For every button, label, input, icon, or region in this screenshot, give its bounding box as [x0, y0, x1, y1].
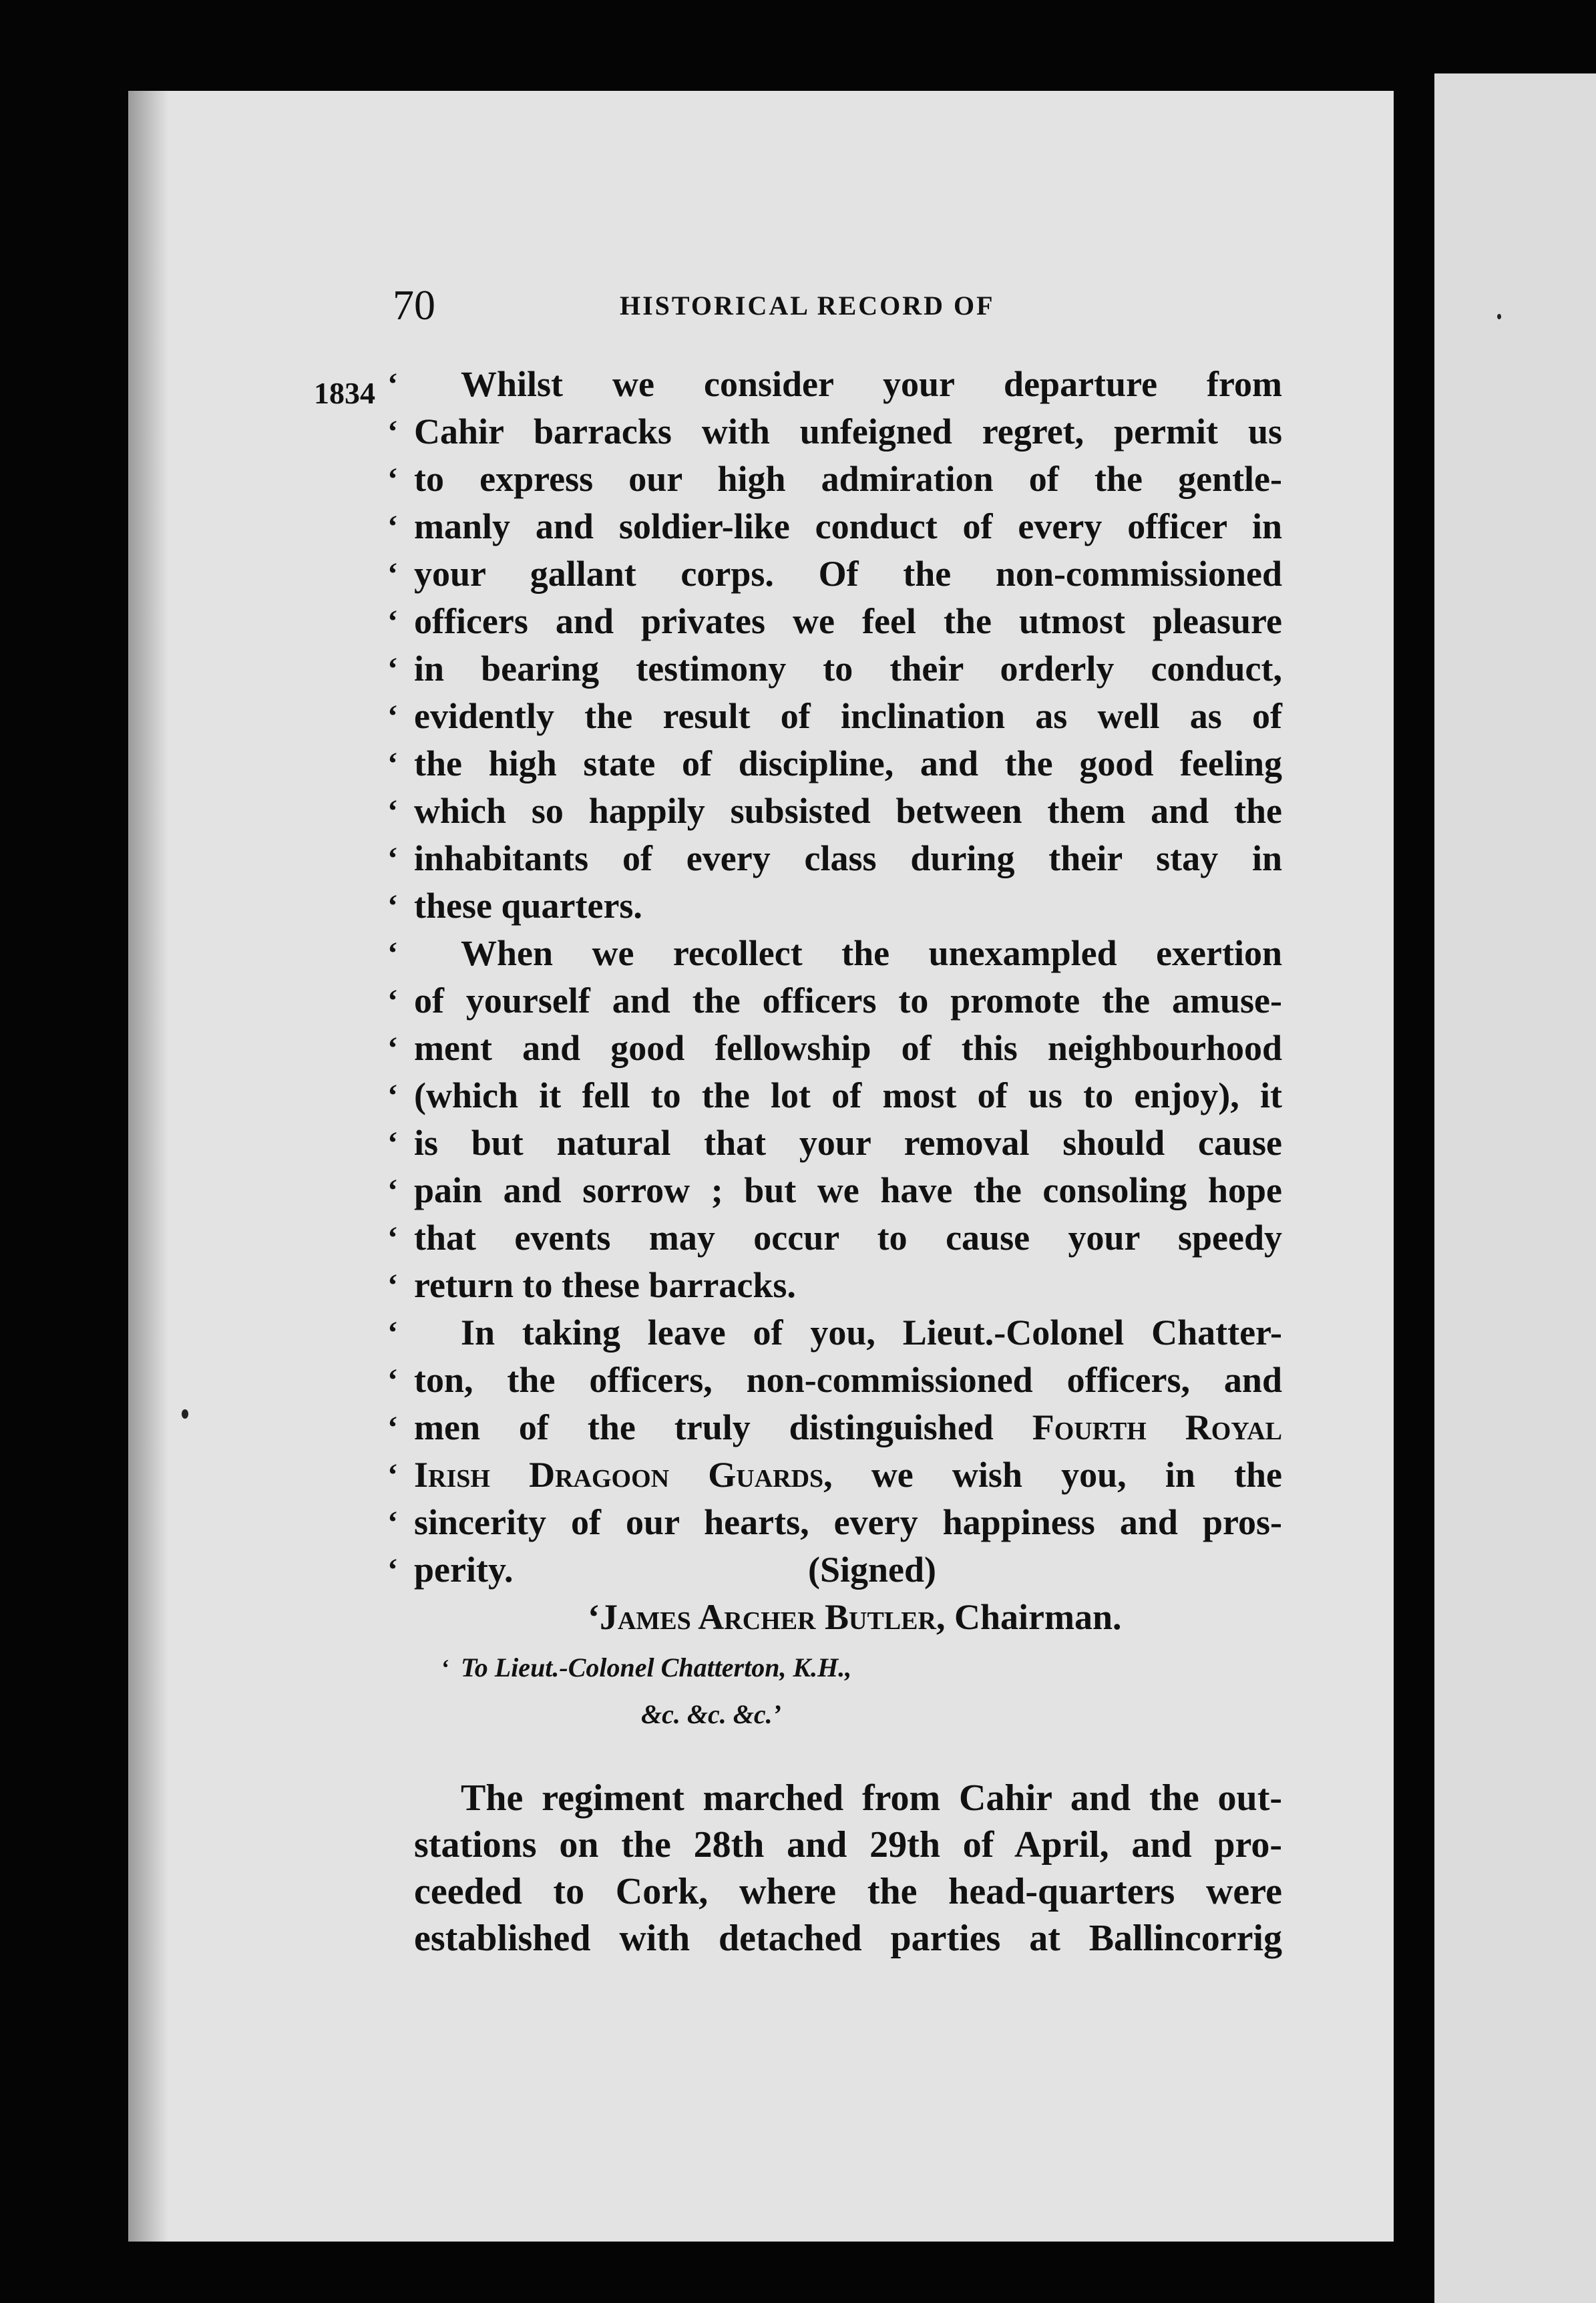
letter-line-text: ton, the officers, non-commissioned officers, and — [414, 1360, 1282, 1400]
quote-mark: ‘ — [387, 699, 398, 734]
signature-line — [414, 1594, 1282, 1641]
quote-mark: ‘ — [387, 841, 398, 876]
narrative-paragraph — [414, 1775, 1282, 1962]
letter-line-text: to express our high admiration of the gentle- — [414, 459, 1282, 499]
signed-label: (Signed) — [808, 1550, 937, 1590]
letter-line — [387, 361, 1282, 408]
letter-line — [387, 408, 1282, 456]
quote-mark: ‘ — [387, 604, 398, 639]
quote-mark: ‘ — [387, 1552, 398, 1588]
letter-line-text: officers and privates we feel the utmost pleasure — [414, 601, 1282, 641]
letter-line — [387, 882, 1282, 930]
closing-line — [387, 1499, 1282, 1546]
letter-line — [387, 1167, 1282, 1214]
letter-line-text: is but natural that your removal should cause — [414, 1123, 1282, 1163]
regiment-line-prefix: men of the truly distinguished — [414, 1407, 994, 1447]
signatory-name: James Archer Butler, — [599, 1597, 946, 1637]
letter-line — [387, 787, 1282, 835]
address-line-1 — [414, 1648, 1282, 1688]
quote-mark: ‘ — [387, 1078, 398, 1113]
letter-line-text: pain and sorrow ; but we have the consoling hope — [414, 1170, 1282, 1210]
letter-line — [387, 503, 1282, 550]
quote-mark: ‘ — [387, 936, 398, 971]
letter-line-text: that events may occur to cause your speedy — [414, 1218, 1282, 1258]
letter-line-text: your gallant corps. Of the non-commissioned — [414, 554, 1282, 594]
quote-mark: ‘ — [387, 983, 398, 1019]
letter-line — [387, 456, 1282, 503]
quote-mark: ‘ — [387, 1125, 398, 1161]
letter-line-text: Whilst we consider your departure from — [461, 364, 1282, 404]
letter-line-text: of yourself and the officers to promote the amuse- — [414, 981, 1282, 1021]
quote-mark: ‘ — [387, 1457, 398, 1493]
address-line-2 — [414, 1695, 1282, 1735]
quote-mark: ‘ — [387, 1031, 398, 1066]
letter-line — [387, 1119, 1282, 1167]
margin-year: 1834 — [314, 376, 375, 410]
quote-mark: ‘ — [387, 1268, 398, 1303]
letter-line-text: which so happily subsisted between them and the — [414, 791, 1282, 831]
page-gutter-shadow — [128, 91, 168, 2242]
letter-line — [387, 693, 1282, 740]
letter-line — [387, 645, 1282, 693]
letter-line — [387, 1214, 1282, 1262]
quote-mark: ‘ — [387, 462, 398, 497]
narrative-line: ceeded to Cork, where the head-quarters were — [414, 1871, 1282, 1912]
letter-line-text: In taking leave of you, Lieut.-Colonel Chatter- — [461, 1312, 1282, 1353]
quote-mark: ‘ — [387, 1173, 398, 1208]
regiment-name-part-1: Fourth Royal — [1032, 1407, 1282, 1447]
letter-line-text: (which it fell to the lot of most of us to enjoy), it — [414, 1075, 1282, 1115]
quote-mark: ‘ — [387, 1505, 398, 1540]
letter-line — [387, 1025, 1282, 1072]
letter-line — [387, 977, 1282, 1025]
letter-text — [387, 361, 1282, 1404]
letter-line — [387, 835, 1282, 882]
letter-line-text: Cahir barracks with unfeigned regret, permit us — [414, 411, 1282, 452]
narrative-line: stations on the 28th and 29th of April, and pro- — [414, 1824, 1282, 1866]
quote-mark: ‘ — [387, 1363, 398, 1398]
letter-line — [387, 1309, 1282, 1357]
letter-line-text: ment and good fellowship of this neighbourhood — [414, 1028, 1282, 1068]
closing-line-text: sincerity of our hearts, every happiness and pros- — [414, 1502, 1282, 1542]
letter-line — [387, 1357, 1282, 1404]
quote-mark: ‘ — [387, 509, 398, 544]
letter-line-text: manly and soldier-like conduct of every officer in — [414, 506, 1282, 546]
letter-line-text: the high state of discipline, and the good feeling — [414, 743, 1282, 783]
running-head-title: HISTORICAL RECORD OF — [620, 291, 995, 321]
quote-mark: ‘ — [387, 556, 398, 592]
regiment-line — [387, 1404, 1282, 1451]
page-body — [387, 361, 1282, 1962]
page-number: 70 — [393, 281, 435, 329]
quote-mark: ‘ — [441, 1654, 449, 1681]
letter-line-text: return to these barracks. — [414, 1265, 796, 1305]
quote-mark: ‘ — [387, 367, 398, 402]
regiment-name-part-2: Irish Dragoon Guards, — [414, 1455, 833, 1495]
quote-mark: ‘ — [588, 1597, 600, 1637]
letter-line-text: evidently the result of inclination as well as of — [414, 696, 1282, 736]
letter-line-text: inhabitants of every class during their stay in — [414, 838, 1282, 878]
quote-mark: ‘ — [387, 414, 398, 450]
narrative-line: established with detached parties at Ballincorrig — [414, 1918, 1282, 1959]
letter-line-text: When we recollect the unexampled exertion — [461, 933, 1282, 973]
scan-speck — [182, 1409, 188, 1419]
narrative-line: The regiment marched from Cahir and the out- — [461, 1777, 1282, 1819]
quote-mark: ‘ — [387, 888, 398, 924]
letter-line — [387, 740, 1282, 787]
regiment-line-suffix: we wish you, in the — [871, 1455, 1282, 1495]
quote-mark: ‘ — [387, 651, 398, 687]
running-head — [0, 281, 1596, 334]
letter-line — [387, 1262, 1282, 1309]
signed-line — [387, 1546, 1282, 1594]
letter-line — [387, 1072, 1282, 1119]
quote-mark: ‘ — [387, 1315, 398, 1351]
quote-mark: ‘ — [387, 1410, 398, 1445]
letter-line-text: these quarters. — [414, 886, 642, 926]
letter-line — [387, 930, 1282, 977]
quote-mark: ‘ — [387, 1220, 398, 1256]
letter-line-text: in bearing testimony to their orderly conduct, — [414, 649, 1282, 689]
address-etcetera: &c. &c. &c.’ — [641, 1699, 781, 1729]
facing-page-edge — [1434, 73, 1596, 2303]
signatory-role: Chairman. — [954, 1597, 1122, 1637]
letter-line — [387, 550, 1282, 598]
quote-mark: ‘ — [387, 746, 398, 781]
quote-mark: ‘ — [387, 793, 398, 829]
closing-word: perity. — [414, 1550, 514, 1590]
letter-line — [387, 598, 1282, 645]
scan-speck — [1497, 314, 1501, 319]
address-recipient: To Lieut.-Colonel Chatterton, K.H., — [461, 1652, 852, 1682]
regiment-line-2 — [387, 1451, 1282, 1499]
